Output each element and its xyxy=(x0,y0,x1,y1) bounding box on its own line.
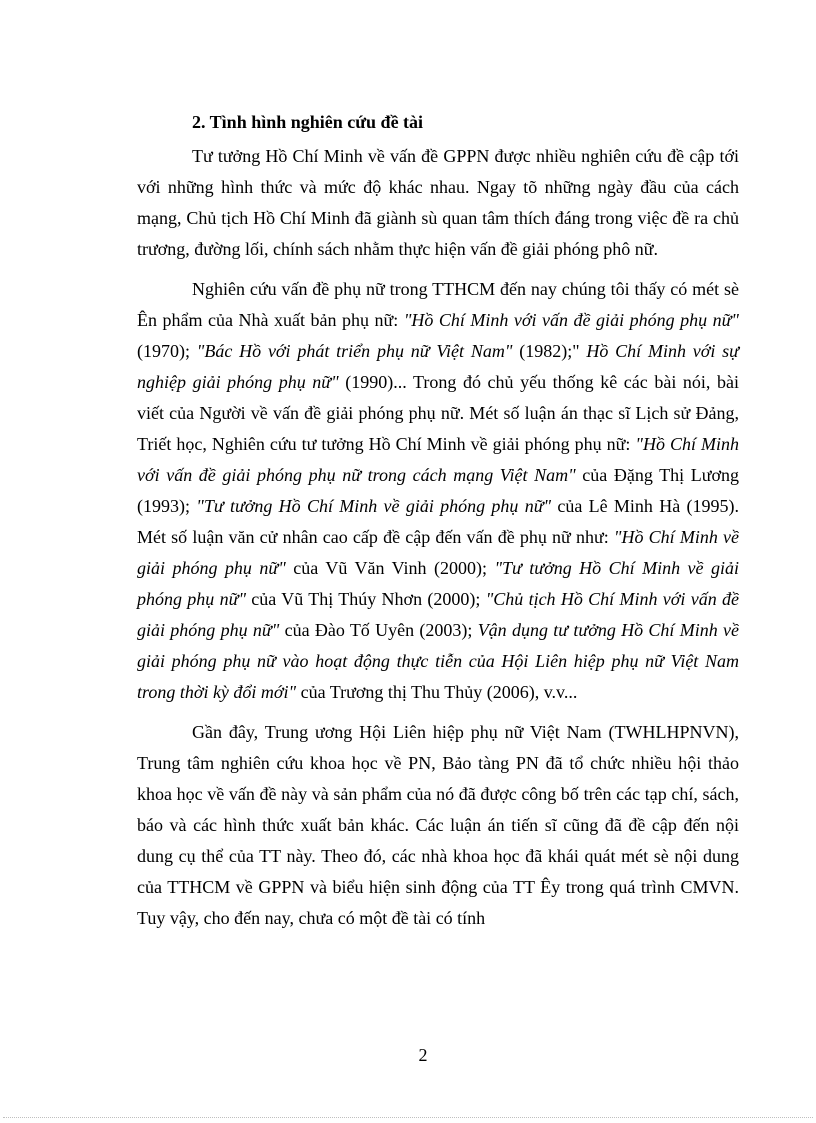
text-run: (1970); xyxy=(137,341,197,361)
text-run: của Trương thị Thu Thủy (2006), v.v... xyxy=(296,682,578,702)
section-heading: 2. Tình hình nghiên cứu đề tài xyxy=(192,112,424,132)
text-run: của Vũ Thị Thúy Nhơn (2000); xyxy=(246,589,486,609)
paragraph-container xyxy=(137,141,739,934)
text-run: Gần đây, Trung ương Hội Liên hiệp phụ nữ Việt Nam (TWHLHPNVN), Trung tâm nghiên cứu khoa học về PN, Bảo tàng PN đã tổ chức nhiều hội thảo khoa học về vấn đề này và sản phẩm của nó đã được công bố trên các tạp chí, sách, báo và các hình thức xuất bản khác. Các luận án tiến sĩ cũng đã đề cập đến nội dung cụ thể của TT này. Theo đó, các nhà khoa học đã khái quát mét sè nội dung của TTHCM về GPPN và biểu hiện sinh động của TT Êy trong quá trình CMVN. Tuy vậy, cho đến nay, chưa có một đề tài có tính xyxy=(137,722,739,928)
italic-title-run: "Tư tưởng Hồ Chí Minh về giải phóng phụ nữ" xyxy=(196,496,552,516)
italic-title-run: "Bác Hồ với phát triển phụ nữ Việt Nam" xyxy=(196,341,513,361)
italic-title-run: "Hồ Chí Minh về giải phóng phụ nữ" xyxy=(137,527,739,578)
text-run: Nghiên cứu vấn đề phụ nữ trong TTHCM đến nay chúng tôi thấy có mét sè Ên phẩm của Nhà xuất bản phụ nữ: xyxy=(137,279,739,330)
italic-title-run: Hồ Chí Minh với sự nghiệp giải phóng phụ nữ" xyxy=(137,341,739,392)
page-body xyxy=(137,107,739,943)
italic-title-run: "Hồ Chí Minh với vấn đề giải phóng phụ nữ trong cách mạng Việt Nam" xyxy=(137,434,739,485)
page-number: 2 xyxy=(418,1045,428,1065)
body-paragraph xyxy=(137,274,739,708)
text-run: (1990)... Trong đó chủ yếu thống kê các bài nói, bài viết của Người về vấn đề giải phóng phụ nữ. Mét số luận án thạc sĩ Lịch sử Đảng, Triết học, Nghiên cứu tư tưởng Hồ Chí Minh về giải phóng phụ nữ: xyxy=(137,372,739,454)
text-run: (1982);" xyxy=(512,341,587,361)
italic-title-run: Vận dụng tư tưởng Hồ Chí Minh về giải phóng phụ nữ vào hoạt động thực tiễn của Hội Liên hiệp phụ nữ Việt Nam trong thời kỳ đổi mới" xyxy=(137,620,739,702)
text-run: của Vũ Văn Vinh (2000); xyxy=(285,558,495,578)
text-run: của Đặng Thị Lương (1993); xyxy=(137,465,739,516)
body-paragraph xyxy=(137,141,739,265)
italic-title-run: "Hồ Chí Minh với vấn đề giải phóng phụ nữ" xyxy=(403,310,739,330)
italic-title-run: "Tư tưởng Hồ Chí Minh về giải phóng phụ nữ" xyxy=(137,558,739,609)
body-paragraph xyxy=(137,717,739,934)
text-run: Tư tưởng Hồ Chí Minh về vấn đề GPPN được nhiều nghiên cứu đề cập tới với những hình thức và mức độ khác nhau. Ngay tõ những ngày đầu của cách mạng, Chủ tịch Hồ Chí Minh đã giành sù quan tâm thích đáng trong việc đề ra chủ trương, đường lối, chính sách nhằm thực hiện vấn đề giải phóng phô nữ. xyxy=(137,146,739,259)
text-run: của Đào Tố Uyên (2003); xyxy=(279,620,478,640)
page-bottom-border xyxy=(3,1117,813,1118)
text-run: của Lê Minh Hà (1995). Mét số luận văn cử nhân cao cấp đề cập đến vấn đề phụ nữ như: xyxy=(137,496,739,547)
italic-title-run: "Chủ tịch Hồ Chí Minh với vấn đề giải phóng phụ nữ" xyxy=(137,589,739,640)
